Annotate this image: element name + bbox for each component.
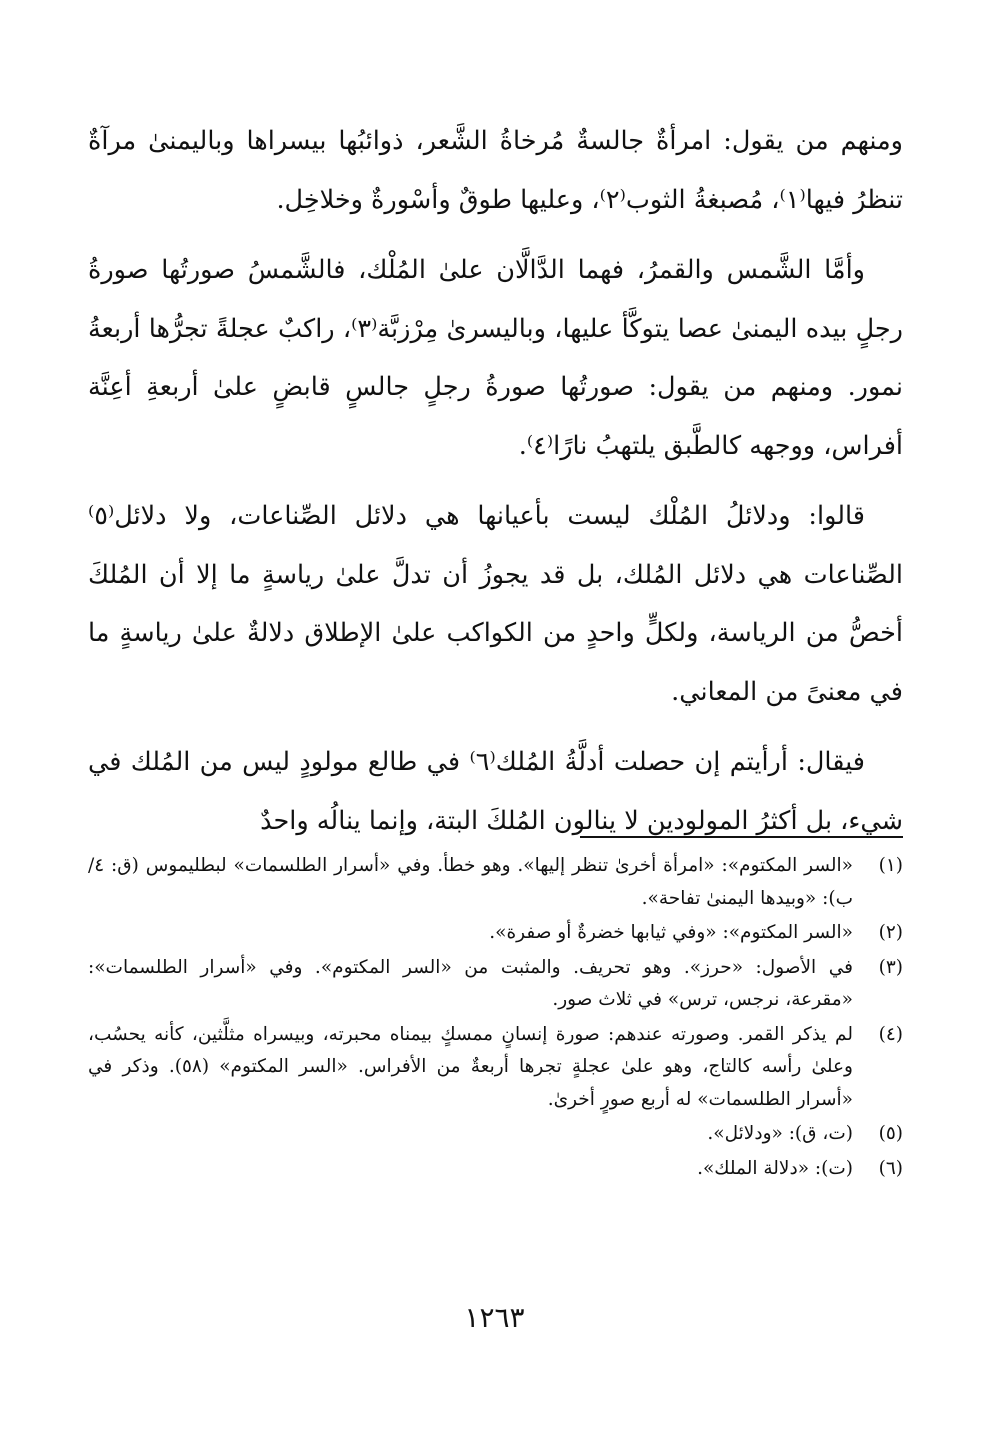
paragraph: ومنهم من يقول: امرأةٌ جالسةٌ مُرخاةُ الشَّعر، ذوائبُها بيسراها وباليمنىٰ مرآةٌ تنظرُ فيها⁽١⁾، مُصبغةُ الثوب⁽٢⁾، وعليها طوقٌ وأسْورةٌ وخلاخِل.	[88, 126, 903, 215]
footnote	[88, 952, 903, 1017]
footnote-number: (٢)	[878, 922, 903, 943]
footnotes	[88, 850, 903, 1187]
footnote-number: (٦)	[878, 1157, 903, 1179]
footnote-number: (٣)	[878, 956, 903, 978]
footnote	[88, 917, 903, 950]
footnote-number: (٤)	[878, 1023, 903, 1045]
footnote-text: «السر المكتوم»: «امرأة أخرىٰ تنظر إليها». وهو خطأ. وفي «أسرار الطلسمات» لبطليموس (ق: ٤/ب): «وبيدها اليمنىٰ تفاحة».	[88, 855, 853, 909]
footnote	[88, 1118, 903, 1151]
footnote	[88, 850, 903, 915]
footnote-text: في الأصول: «حرز». وهو تحريف. والمثبت من «السر المكتوم». وفي «أسرار الطلسمات»: «مقرعة، نرجس، ترس» في ثلاث صور.	[88, 956, 853, 1010]
footnote-text: «السر المكتوم»: «وفي ثيابها خضرةٌ أو صفرة».	[489, 922, 853, 943]
page-number: ١٢٦٣	[464, 1301, 525, 1334]
footnote-text: لم يذكر القمر. وصورته عندهم: صورة إنسانٍ ممسكٍ بيمناه محبرته، وبيسراه مثلَّثين، كأنه يحسُب، وعلىٰ رأسه كالتاج، وهو علىٰ عجلةٍ تجرها أربعةٌ من الأفراس. «السر المكتوم» (٥٨). وذكر في «أسرار الطلسمات» له أربع صورٍ أخرىٰ.	[88, 1023, 853, 1110]
footnote	[88, 1019, 903, 1117]
footnote-number: (٥)	[878, 1123, 903, 1144]
paragraph: قالوا: ودلائلُ المُلْك ليست بأعيانها هي دلائل الصِّناعات، ولا دلائل⁽٥⁾ الصِّناعات هي دلائل المُلك، بل قد يجوزُ أن تدلَّ علىٰ رياسةٍ ما إلا أن المُلكَ أخصُّ من الرياسة، ولكلٍّ واحدٍ من الكواكب علىٰ الإطلاق دلالةٌ علىٰ رياسةٍ ما في معنىً من المعاني.	[88, 501, 903, 707]
footnote-separator	[580, 836, 903, 838]
main-text	[88, 112, 903, 850]
paragraph: فيقال: أرأيتم إن حصلت أدلَّةُ المُلك⁽٦⁾ في طالع مولودٍ ليس من المُلك في شيء، بل أكثرُ المولودين لا ينالون المُلكَ البتة، وإنما ينالُه واحدٌ	[88, 747, 903, 836]
footnote	[88, 1153, 903, 1186]
paragraph: وأمَّا الشَّمس والقمرُ، فهما الدَّالَّان علىٰ المُلْك، فالشَّمسُ صورتُها صورةُ رجلٍ بيده اليمنىٰ عصا يتوكَّأ عليها، وباليسرىٰ مِرْزبَّة⁽٣⁾، راكبٌ عجلةً تجرُّها أربعةُ نمور. ومنهم من يقول: صورتُها صورةُ رجلٍ جالسٍ قابضٍ علىٰ أربعةِ أعِنَّة أفراس، ووجهه كالطَّبق يلتهبُ نارًا⁽٤⁾.	[88, 255, 903, 461]
footnote-text: (ت): «دلالة الملك».	[697, 1157, 853, 1179]
footnote-text: (ت، ق): «ودلائل».	[707, 1123, 853, 1144]
footnote-number: (١)	[878, 855, 903, 876]
